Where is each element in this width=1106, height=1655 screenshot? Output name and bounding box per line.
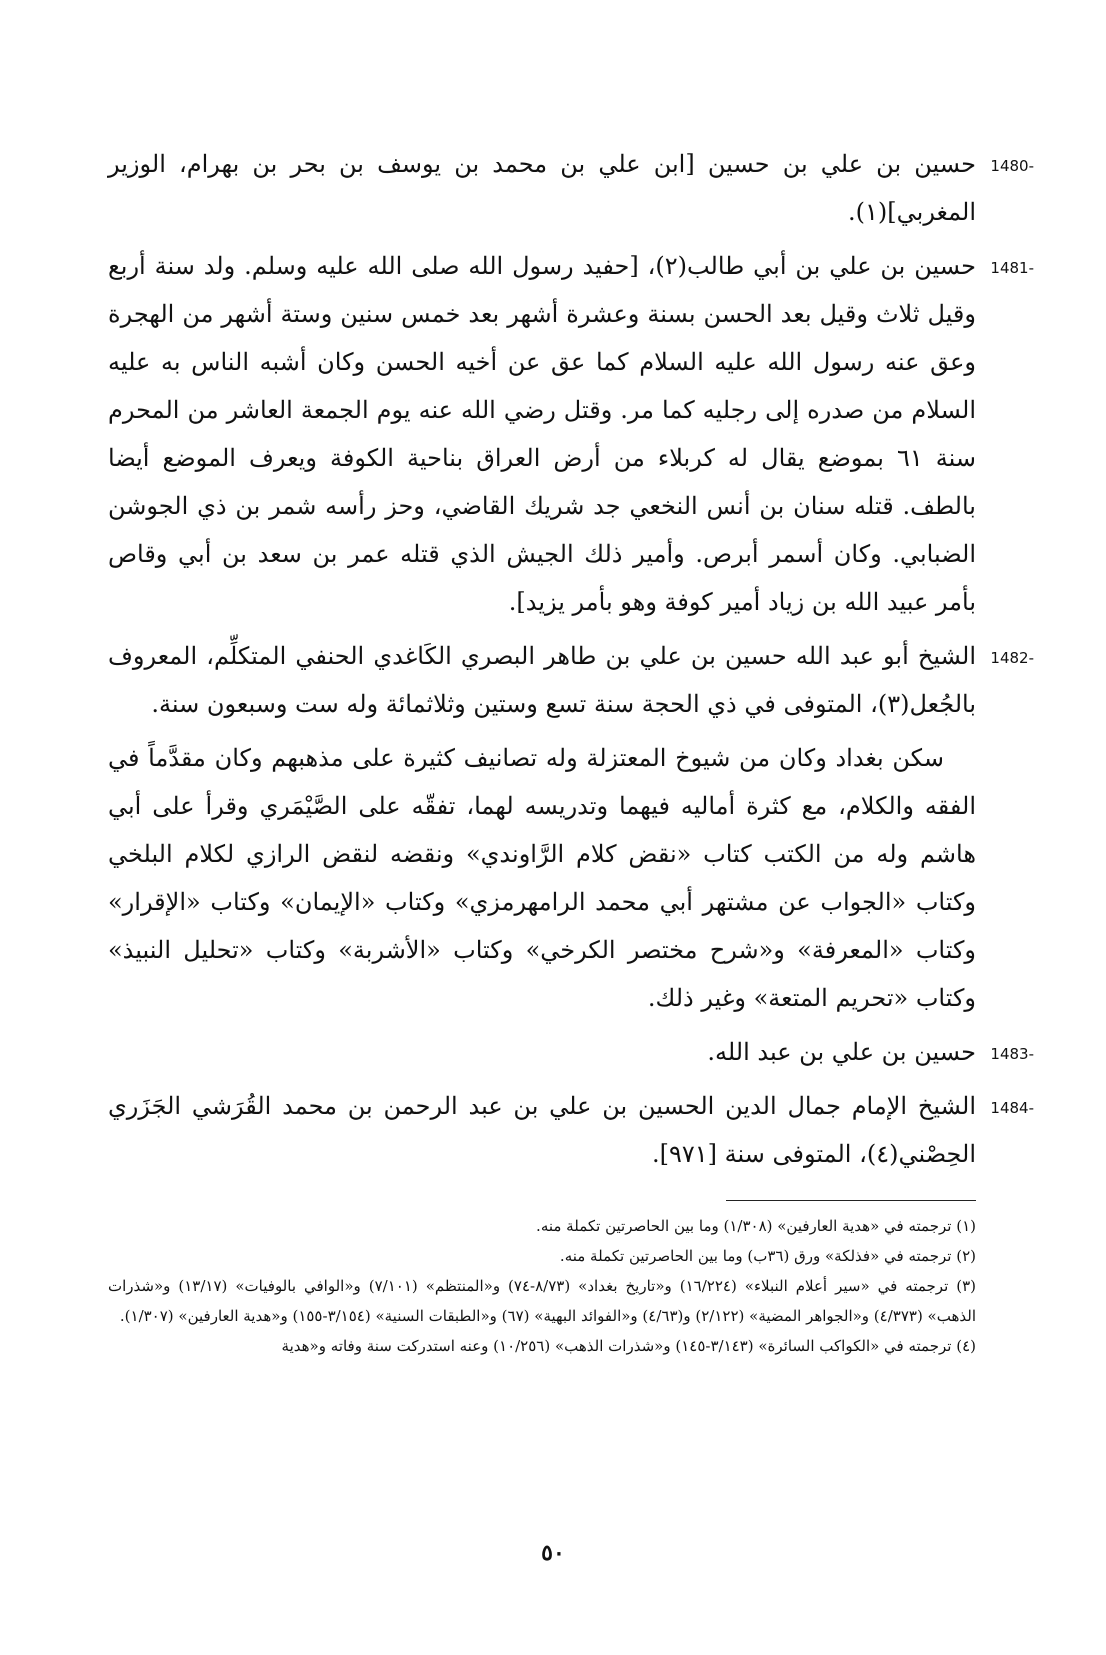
entry-number: 1482- xyxy=(990,649,1034,667)
entry-text: حسين بن علي بن حسين [ابن علي بن محمد بن يوسف بن بحر بن بهرام، الوزير المغربي](١). xyxy=(108,150,976,226)
entry-1482-continuation: سكن بغداد وكان من شيوخ المعتزلة وله تصانيف كثيرة على مذهبهم وكان مقدَّماً في الفقه والكلام، مع كثرة أماليه فيهما وتدريسه لهما، تفقّه على الصَّيْمَري وقرأ على أبي هاشم وله من الكتب كتاب «نقض كلام الرَّاوندي» ونقضه لنقض الرازي لكلام البلخي وكتاب «الجواب عن مشتهر أبي محمد الرامهرمزي» وكتاب «الإيمان» وكتاب «الإقرار» وكتاب «المعرفة» و«شرح مختصر الكرخي» وكتاب «الأشربة» وكتاب «تحليل النبيذ» وكتاب «تحريم المتعة» وغير ذلك. xyxy=(108,744,976,1012)
entry-number: 1480- xyxy=(990,157,1034,175)
page-number: ٥٠ xyxy=(541,1540,565,1566)
entry-1483 xyxy=(108,1028,1034,1076)
footnote-4: (٤) ترجمته في «الكواكب السائرة» (٣/١٤٣-١٤٥) و«شذرات الذهب» (١٠/٢٥٦) وعنه استدركت سنة وفاته و«هدية xyxy=(281,1337,976,1355)
footnote-2: (٢) ترجمته في «فذلكة» ورق (٣٦ب) وما بين الحاصرتين تكملة منه. xyxy=(559,1247,976,1265)
entry-1484 xyxy=(108,1082,1034,1178)
entry-text: حسين بن علي بن أبي طالب(٢)، [حفيد رسول الله صلى الله عليه وسلم. ولد سنة أربع وقيل ثلاث وقيل بعد الحسن بسنة وعشرة أشهر بعد خمس سنين وستة أشهر من الهجرة وعق عنه رسول الله عليه السلام كما عق عن أخيه الحسن وكان أشبه الناس به عليه السلام من صدره إلى رجليه كما مر. وقتل رضي الله عنه يوم الجمعة العاشر من المحرم سنة ٦١ بموضع يقال له كربلاء من أرض العراق بناحية الكوفة ويعرف الموضع أيضا بالطف. قتله سنان بن أنس النخعي جد شريك القاضي، وحز رأسه شمر بن ذي الجوشن الضبابي. وكان أسمر أبرص. وأمير ذلك الجيش الذي قتله عمر بن سعد بن أبي وقاص بأمر عبيد الله بن زياد أمير كوفة وهو بأمر يزيد]. xyxy=(108,252,977,616)
entry-number: 1481- xyxy=(990,259,1034,277)
footnote-1: (١) ترجمته في «هدية العارفين» (١/٣٠٨) وما بين الحاصرتين تكملة منه. xyxy=(536,1217,976,1235)
entry-1481 xyxy=(108,242,1034,626)
entry-1482 xyxy=(108,632,1034,728)
footnote-3: (٣) ترجمته في «سير أعلام النبلاء» (١٦/٢٢٤) و«تاريخ بغداد» (٨/٧٣-٧٤) و«المنتظم» (٧/١٠١) و«الوافي بالوفيات» (١٣/١٧) و«شذرات الذهب» (٤/٣٧٣) و«الجواهر المضية» (٢/١٢٢) و(٤/٦٣) و«الفوائد البهية» (٦٧) و«الطبقات السنية» (٣/١٥٤-١٥٥) و«هدية العارفين» (١/٣٠٧). xyxy=(108,1277,977,1325)
entry-number: 1483- xyxy=(990,1045,1034,1063)
entry-text: الشيخ أبو عبد الله حسين بن علي بن طاهر البصري الكَاغدي الحنفي المتكلِّم، المعروف بالجُعل(٣)، المتوفى في ذي الحجة سنة تسع وستين وثلاثمائة وله ست وسبعون سنة. xyxy=(108,642,976,718)
entry-text: حسين بن علي بن عبد الله. xyxy=(707,1038,976,1066)
entry-text: الشيخ الإمام جمال الدين الحسين بن علي بن عبد الرحمن بن محمد القُرَشي الجَزَري الحِصْني(٤)، المتوفى سنة [٩٧١]. xyxy=(108,1092,976,1168)
entry-1480 xyxy=(108,140,1034,236)
entry-number: 1484- xyxy=(990,1099,1034,1117)
page-body xyxy=(108,140,1034,1361)
footnote-divider xyxy=(726,1200,976,1201)
